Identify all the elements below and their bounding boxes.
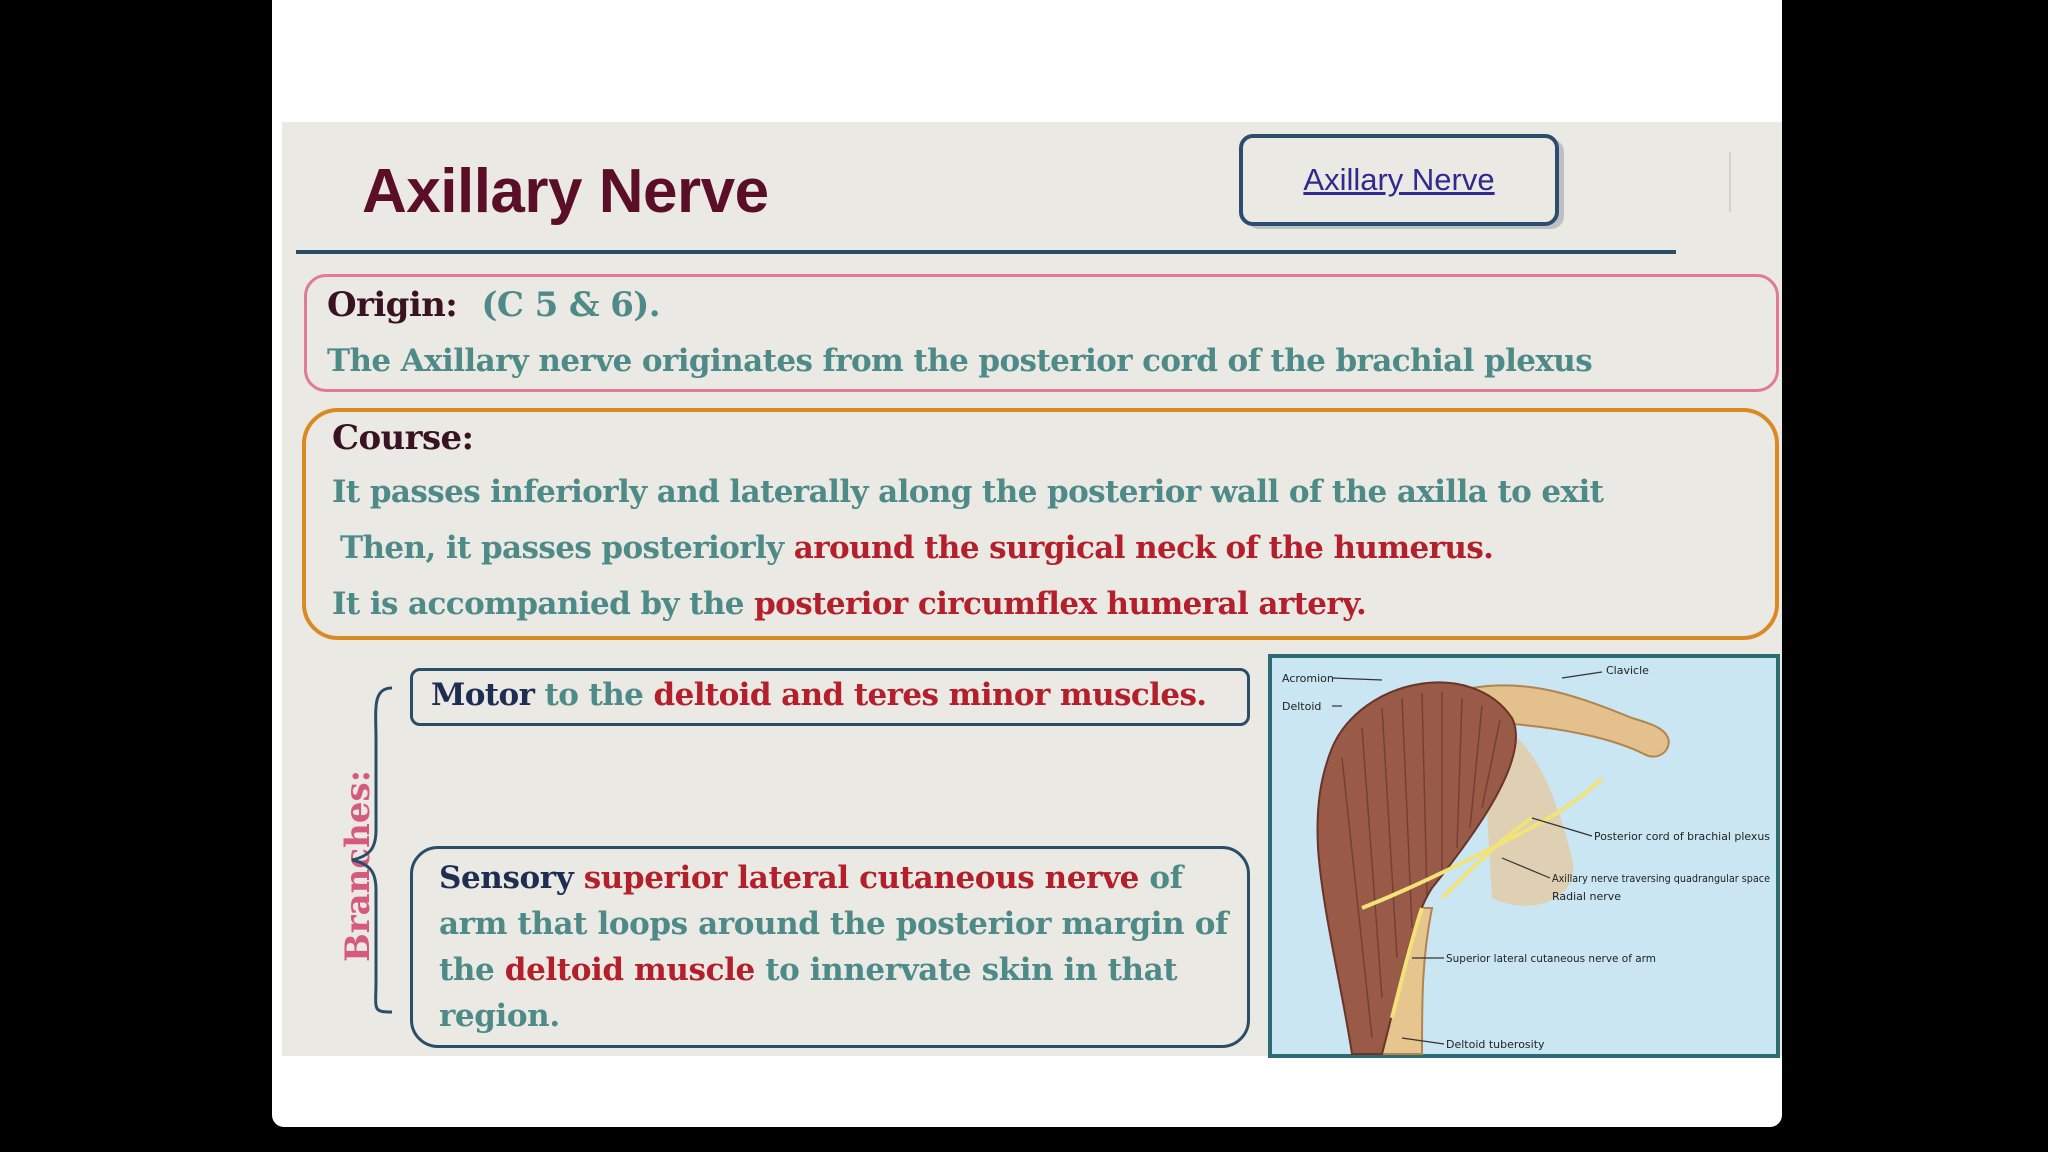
motor-box [410, 668, 1250, 726]
curly-brace [342, 680, 402, 1020]
title-underline [296, 250, 1676, 254]
sensory-text [439, 855, 1239, 1039]
origin-segments: (C 5 & 6). [481, 285, 661, 325]
deltoid-tuberosity-label: Deltoid tuberosity [1446, 1038, 1545, 1051]
course-box [302, 408, 1779, 640]
origin-label: Origin: [327, 285, 458, 325]
shoulder-anatomy-figure [1268, 654, 1780, 1058]
shoulder-anatomy-illustration [1272, 658, 1776, 1054]
axillary-nerve-label: Axillary nerve traversing quadrangular space [1552, 872, 1771, 885]
course-line-3-highlight: posterior circumflex humeral artery. [754, 586, 1367, 622]
course-line-3-plain: It is accompanied by the [332, 586, 744, 622]
axillary-nerve-link-box[interactable] [1239, 134, 1559, 226]
origin-box [304, 274, 1779, 392]
course-line-2-highlight: around the surgical neck of the humerus. [793, 530, 1494, 566]
sensory-keyword: Sensory [439, 860, 574, 896]
slide [282, 122, 1782, 1056]
radial-nerve-label: Radial nerve [1552, 890, 1622, 903]
posterior-cord-label: Posterior cord of brachial plexus [1594, 830, 1771, 843]
acromion-label: Acromion [1282, 672, 1334, 685]
origin-description: The Axillary nerve originates from the posterior cord of the brachial plexus [327, 343, 1593, 379]
motor-text [431, 677, 1207, 713]
axillary-nerve-link[interactable]: Axillary Nerve [1303, 162, 1495, 197]
sensory-text-1: of arm that loops around the posterior margin of the [439, 860, 1228, 988]
sensory-highlight-2: deltoid muscle [504, 952, 755, 988]
deltoid-label: Deltoid [1282, 700, 1322, 713]
motor-keyword: Motor [431, 677, 535, 713]
sensory-text-2: to innervate skin in that region. [439, 952, 1178, 1034]
origin-heading [327, 285, 660, 325]
sensory-highlight-1: superior lateral cutaneous nerve [583, 860, 1140, 896]
course-line-2-plain: Then, it passes posteriorly [340, 530, 784, 566]
sensory-box [410, 846, 1250, 1048]
course-line-2 [340, 530, 1493, 566]
motor-highlight: deltoid and teres minor muscles. [653, 677, 1207, 713]
branches-label: Branches: [338, 769, 378, 962]
course-label: Course: [332, 418, 474, 458]
course-line-3 [332, 586, 1366, 622]
motor-connector: to the [544, 677, 644, 713]
clavicle-label: Clavicle [1606, 664, 1649, 677]
superior-lateral-label: Superior lateral cutaneous nerve of arm [1446, 952, 1656, 965]
course-line-1: It passes inferiorly and laterally along the posterior wall of the axilla to exit [332, 474, 1604, 510]
slide-title: Axillary Nerve [362, 157, 769, 226]
decorative-tick [1729, 152, 1731, 212]
